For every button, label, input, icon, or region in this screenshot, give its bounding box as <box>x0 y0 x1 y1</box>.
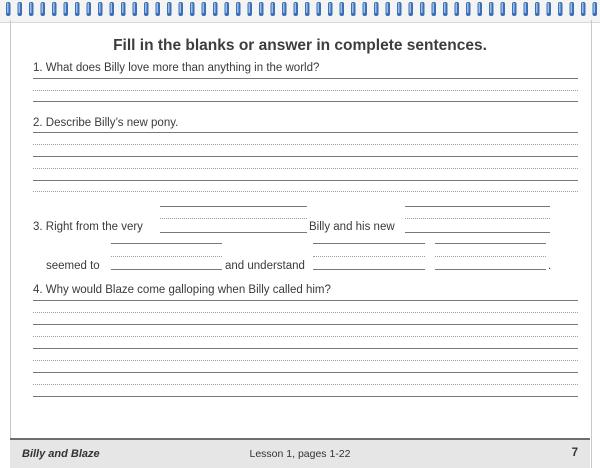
blank-line[interactable] <box>435 269 546 270</box>
binding-ring-highlight <box>7 3 9 13</box>
binding-ring-highlight <box>157 3 159 13</box>
binding-ring-highlight <box>180 3 182 13</box>
blank-line[interactable] <box>313 269 425 270</box>
binding-ring-highlight <box>214 3 216 13</box>
answer-line[interactable] <box>33 372 578 373</box>
answer-line[interactable] <box>33 180 578 181</box>
binding-ring-highlight <box>111 3 113 13</box>
binding-ring-highlight <box>352 3 354 13</box>
blank-line[interactable] <box>405 206 550 207</box>
binding-ring-highlight <box>99 3 101 13</box>
binding-ring-highlight <box>53 3 55 13</box>
binding-ring-highlight <box>122 3 124 13</box>
blank-line[interactable] <box>313 243 425 244</box>
binding-ring-highlight <box>341 3 343 13</box>
question-3-part-4: and understand <box>225 260 305 272</box>
binding-ring-highlight <box>329 3 331 13</box>
binding-ring-highlight <box>249 3 251 13</box>
binding-ring-highlight <box>571 3 573 13</box>
guide-line <box>33 312 578 313</box>
answer-line[interactable] <box>33 324 578 325</box>
guide-line <box>160 218 307 219</box>
binding-ring-highlight <box>467 3 469 13</box>
binding-ring-highlight <box>76 3 78 13</box>
binding-ring-highlight <box>479 3 481 13</box>
blank-line[interactable] <box>160 232 307 233</box>
guide-line <box>111 256 222 257</box>
blank-line[interactable] <box>160 206 307 207</box>
book-title: Billy and Blaze <box>22 448 100 460</box>
question-4-text: 4. Why would Blaze come galloping when Billy called him? <box>33 284 331 296</box>
blank-line[interactable] <box>111 269 222 270</box>
binding-ring-highlight <box>306 3 308 13</box>
binding-ring-highlight <box>65 3 67 13</box>
page-number: 7 <box>571 447 578 459</box>
binding-ring-highlight <box>226 3 228 13</box>
binding-ring-highlight <box>88 3 90 13</box>
guide-line <box>405 218 550 219</box>
binding-ring-highlight <box>318 3 320 13</box>
guide-line <box>33 168 578 169</box>
page-frame <box>10 20 592 468</box>
blank-line[interactable] <box>111 243 222 244</box>
binding-ring-highlight <box>145 3 147 13</box>
binding-ring-highlight <box>410 3 412 13</box>
binding-ring-highlight <box>375 3 377 13</box>
question-1-text: 1. What does Billy love more than anything in the world? <box>33 62 320 74</box>
answer-line[interactable] <box>33 156 578 157</box>
binding-ring-highlight <box>168 3 170 13</box>
binding-ring-highlight <box>387 3 389 13</box>
question-3-part-2: Billy and his new <box>309 221 395 233</box>
answer-line[interactable] <box>33 132 578 133</box>
answer-line[interactable] <box>33 396 578 397</box>
guide-line <box>33 384 578 385</box>
binding-ring-highlight <box>559 3 561 13</box>
blank-line[interactable] <box>405 232 550 233</box>
binding-ring-highlight <box>502 3 504 13</box>
binding-ring-highlight <box>582 3 584 13</box>
binding-ring-highlight <box>364 3 366 13</box>
binding-ring-highlight <box>513 3 515 13</box>
question-3-part-3: seemed to <box>46 260 100 272</box>
binding-ring-highlight <box>536 3 538 13</box>
binding-ring-highlight <box>42 3 44 13</box>
binding-ring-highlight <box>548 3 550 13</box>
binding-ring-highlight <box>19 3 21 13</box>
binding-ring-highlight <box>272 3 274 13</box>
answer-line[interactable] <box>33 300 578 301</box>
spiral-rings-icon <box>0 0 600 22</box>
binding-ring-highlight <box>456 3 458 13</box>
binding-ring-highlight <box>191 3 193 13</box>
binding-ring-highlight <box>490 3 492 13</box>
binding-ring-highlight <box>444 3 446 13</box>
page-footer <box>10 438 590 468</box>
binding-ring-highlight <box>421 3 423 13</box>
blank-line[interactable] <box>435 243 546 244</box>
binding-ring-highlight <box>398 3 400 13</box>
binding-ring-highlight <box>203 3 205 13</box>
answer-line[interactable] <box>33 78 578 79</box>
binding-ring-highlight <box>260 3 262 13</box>
binding-ring-highlight <box>433 3 435 13</box>
guide-line <box>33 144 578 145</box>
question-2-text: 2. Describe Billy’s new pony. <box>33 117 179 129</box>
answer-line[interactable] <box>33 348 578 349</box>
guide-line <box>33 90 578 91</box>
binding-ring-highlight <box>295 3 297 13</box>
binding-ring-highlight <box>525 3 527 13</box>
guide-line <box>33 336 578 337</box>
binding-ring-highlight <box>594 3 596 13</box>
guide-line <box>33 191 578 192</box>
answer-line[interactable] <box>33 101 578 102</box>
guide-line <box>33 360 578 361</box>
question-3-period: . <box>548 260 552 272</box>
binding-ring-highlight <box>237 3 239 13</box>
binding-ring-highlight <box>283 3 285 13</box>
guide-line <box>313 256 425 257</box>
lesson-pages: Lesson 1, pages 1-22 <box>249 448 351 460</box>
guide-line <box>435 256 546 257</box>
question-3-part-1: 3. Right from the very <box>33 221 143 233</box>
binding-ring-highlight <box>134 3 136 13</box>
binding-ring-highlight <box>30 3 32 13</box>
worksheet-title: Fill in the blanks or answer in complete sentences. <box>113 37 487 54</box>
